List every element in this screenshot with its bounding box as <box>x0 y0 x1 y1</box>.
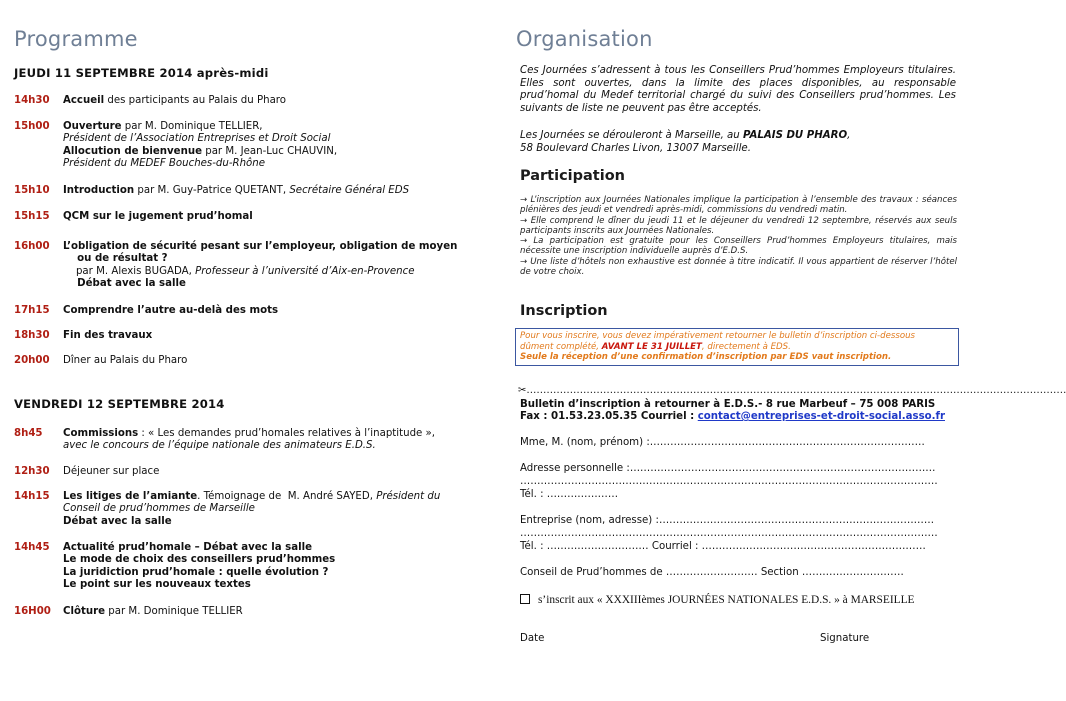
schedule-line: Allocution de bienvenue par M. Jean-Luc CHAUVIN, <box>63 145 338 157</box>
organisation-location: Les Journées se dérouleront à Marseille, au PALAIS DU PHARO, 58 Boulevard Charles Livon, 13007 Marseille. <box>520 130 851 154</box>
venue-address: 58 Boulevard Charles Livon, 13007 Marseille. <box>520 142 751 154</box>
participation-item: → La participation est gratuite pour les Conseillers Prud’hommes Employeurs titulaires, mais nécessite une inscription individuelle auprès d’E.D.S. <box>520 236 957 257</box>
schedule-description <box>63 355 483 367</box>
schedule-line: par M. Alexis BUGADA, Professeur à l’université d’Aix-en-Provence <box>63 265 415 277</box>
inscription-notice-box: Pour vous inscrire, vous devez impérativement retourner le bulletin d’inscription ci-dessous dûment complété, AVANT LE 31 JUILLET, directement à EDS. Seule la réception d’une confirmation d’inscription par EDS vaut inscription. <box>515 328 959 366</box>
schedule-time: 8h45 <box>14 428 43 439</box>
name-field[interactable]: Mme, M. (nom, prénom) :……………………………………………………………………… <box>520 437 925 448</box>
schedule-line: Président de l’Association Entreprises et Droit Social <box>63 133 331 145</box>
participation-list <box>520 195 957 277</box>
schedule-description <box>63 211 483 223</box>
form-contact: Fax : 01.53.23.05.35 Courriel : contact@entreprises-et-droit-social.asso.fr <box>520 411 945 422</box>
registration-checkbox[interactable] <box>520 594 530 604</box>
registration-label: s’inscrit aux « XXXIIIèmes JOURNÉES NATIONALES E.D.S. » à MARSEILLE <box>538 594 915 606</box>
schedule-line: Ouverture par M. Dominique TELLIER, <box>63 121 263 132</box>
schedule-description <box>63 542 483 592</box>
participation-item: → L’inscription aux Journées Nationales implique la participation à l’ensemble des travaux : séances plénières des jeudi et vendredi après-midi, commissions du vendredi matin. <box>520 195 957 216</box>
schedule-description <box>63 491 483 528</box>
company-field-continued[interactable]: …………………………………………………………………………………………………………… <box>520 528 938 539</box>
schedule-description <box>63 466 483 478</box>
schedule-time: 15h00 <box>14 121 50 132</box>
scissors-icon: ✂ <box>518 385 527 396</box>
schedule-line: Clôture par M. Dominique TELLIER <box>63 606 243 617</box>
email-link[interactable]: contact@entreprises-et-droit-social.asso.fr <box>697 411 945 422</box>
inscription-title: Inscription <box>520 303 608 319</box>
cut-line: ✂……………………………………………………………………………………………………………………………………………… <box>518 385 1066 396</box>
participation-title: Participation <box>520 168 625 184</box>
schedule-line: La juridiction prud’homale : quelle évolution ? <box>63 566 329 578</box>
schedule-time: 14h45 <box>14 542 50 553</box>
venue-name: PALAIS DU PHARO <box>743 130 848 141</box>
day1-title: JEUDI 11 SEPTEMBRE 2014 après-midi <box>14 66 269 80</box>
schedule-description <box>63 428 483 453</box>
schedule-line: Déjeuner sur place <box>63 466 160 477</box>
schedule-description <box>63 606 483 618</box>
schedule-time: 17h15 <box>14 305 50 316</box>
schedule-description <box>63 95 483 107</box>
signature-label: Signature <box>820 633 870 644</box>
participation-item: → Une liste d’hôtels non exhaustive est donnée à titre indicatif. Il vous appartient de réserver l’hôtel de votre choix. <box>520 256 957 278</box>
schedule-line: Les litiges de l’amiante. Témoignage de M. André SAYED, Président du <box>63 491 441 502</box>
schedule-line: Conseil de prud’hommes de Marseille <box>63 503 255 515</box>
schedule-description <box>63 305 483 317</box>
schedule-line: Fin des travaux <box>63 330 153 341</box>
schedule-line: Commissions : « Les demandes prud’homales relatives à l’inaptitude », <box>63 428 436 439</box>
schedule-time: 16h00 <box>14 241 50 252</box>
schedule-time: 12h30 <box>14 466 50 477</box>
schedule-line: L’obligation de sécurité pesant sur l’employeur, obligation de moyen <box>63 241 458 252</box>
schedule-description <box>63 121 483 171</box>
organisation-title: Organisation <box>516 27 653 51</box>
company-phone-email-field[interactable]: Tél. : ………………………… Courriel : ………………………………………………………… <box>520 541 926 552</box>
schedule-description <box>63 330 483 342</box>
schedule-line: Débat avec la salle <box>63 278 186 290</box>
organisation-intro: Ces Journées s’adressent à tous les Conseillers Prud’hommes Employeurs titulaires. Elles sont ouvertes, dans la limite des places disponibles, au responsable prud’homal du Medef territorial chargé du suivi des Conseillers prud’hommes. Les suivants de liste ne peuvent pas être acceptés. <box>520 65 956 114</box>
schedule-line: Président du MEDEF Bouches-du-Rhône <box>63 158 266 170</box>
schedule-line: Comprendre l’autre au-delà des mots <box>63 305 279 316</box>
schedule-time: 15h10 <box>14 185 50 196</box>
address-field-continued[interactable]: …………………………………………………………………………………………………………… <box>520 476 938 487</box>
schedule-line: Actualité prud’homale – Débat avec la salle <box>63 542 312 553</box>
schedule-time: 14h30 <box>14 95 50 106</box>
phone-field[interactable]: Tél. : ………………… <box>520 489 619 500</box>
schedule-time: 20h00 <box>14 355 50 366</box>
schedule-line: Le mode de choix des conseillers prud’hommes <box>63 554 336 566</box>
schedule-line: Introduction par M. Guy-Patrice QUETANT, Secrétaire Général EDS <box>63 185 410 196</box>
council-field[interactable]: Conseil de Prud’hommes de ……………………… Section ………………………… <box>520 567 904 578</box>
schedule-time: 16H00 <box>14 606 51 617</box>
schedule-time: 18h30 <box>14 330 50 341</box>
form-header: Bulletin d’inscription à retourner à E.D.S.- 8 rue Marbeuf – 75 008 PARIS <box>520 399 936 410</box>
schedule-line: Débat avec la salle <box>63 515 172 527</box>
schedule-line: Accueil des participants au Palais du Pharo <box>63 95 287 106</box>
schedule-line: Le point sur les nouveaux textes <box>63 579 251 591</box>
participation-item: → Elle comprend le dîner du jeudi 11 et le déjeuner du vendredi 12 septembre, réservés aux seuls participants inscrits aux Journées Nationales. <box>520 215 957 236</box>
schedule-description <box>63 241 483 291</box>
address-field[interactable]: Adresse personnelle :……………………………………………………………………………… <box>520 463 936 474</box>
schedule-time: 14h15 <box>14 491 50 502</box>
schedule-description <box>63 185 483 197</box>
date-label: Date <box>520 633 545 644</box>
schedule-line: Dîner au Palais du Pharo <box>63 355 188 366</box>
registration-checkbox-row[interactable] <box>520 594 914 606</box>
company-field[interactable]: Entreprise (nom, adresse) :……………………………………………………………………… <box>520 515 935 526</box>
schedule-time: 15h15 <box>14 211 50 222</box>
schedule-line: ou de résultat ? <box>63 253 168 265</box>
day2-title: VENDREDI 12 SEPTEMBRE 2014 <box>14 397 225 411</box>
schedule-line: QCM sur le jugement prud’homal <box>63 211 253 222</box>
deadline: AVANT LE 31 JUILLET <box>601 341 702 352</box>
programme-title: Programme <box>14 27 138 51</box>
schedule-line: avec le concours de l’équipe nationale des animateurs E.D.S. <box>63 440 376 452</box>
